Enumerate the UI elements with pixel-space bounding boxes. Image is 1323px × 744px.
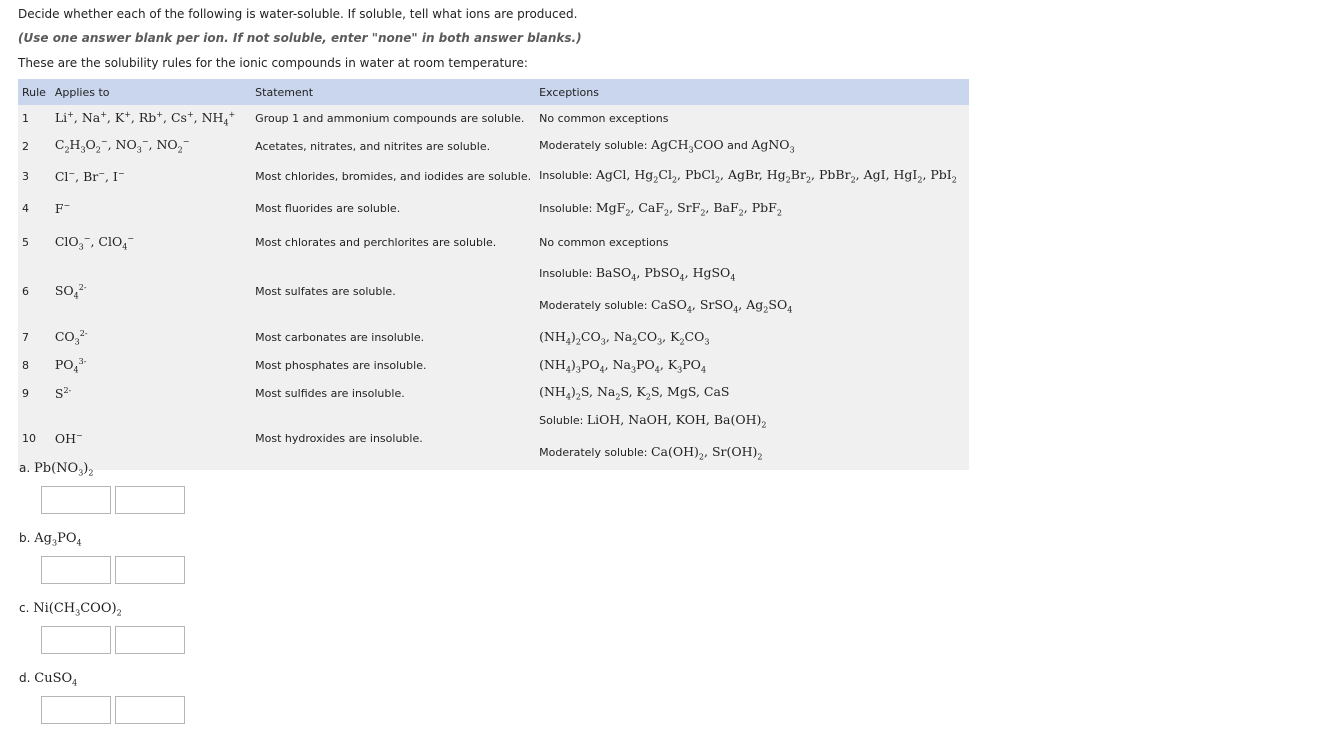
rule-number: 6 <box>22 285 29 298</box>
rule-statement: Most sulfides are insoluble. <box>255 386 405 400</box>
question-label: c. <box>19 601 30 615</box>
exception-prefix: Insoluble: <box>539 169 596 183</box>
table-row <box>18 323 969 352</box>
rule-exceptions: Insoluble: MgF$_2$, CaF$_2$, SrF$_2$, BaF$_2$, PbF$_2$ <box>539 199 782 218</box>
rule-statement: Most chlorides, bromides, and iodides are soluble. <box>255 169 532 183</box>
exception-prefix: Moderately soluble: <box>539 298 651 312</box>
header-exceptions: Exceptions <box>535 79 969 105</box>
rule-number: 4 <box>22 202 29 215</box>
header-rule: Rule <box>18 79 51 105</box>
rule-number: 5 <box>22 236 29 249</box>
applies-to: $S^{2-}$ <box>54 385 72 401</box>
applies-to: $PO_4^{3-}$ <box>54 356 87 375</box>
question-compound: $Ni(CH_3COO)_2$ <box>33 601 122 618</box>
rule-statement: Most hydroxides are insoluble. <box>255 432 423 445</box>
answer-a-ion-2[interactable] <box>115 486 185 514</box>
question-c <box>19 601 122 618</box>
rule-statement: Acetates, nitrates, and nitrites are soluble. <box>255 139 491 153</box>
applies-to: $CO_3^{2-}$ <box>54 328 88 347</box>
rule-statement: Most phosphates are insoluble. <box>255 359 427 372</box>
rule-exceptions: Moderately soluble: AgCH$_3$COO and AgNO$_3$ <box>539 137 795 155</box>
rule-exceptions: $(NH_4)_2S$, $Na_2S$, $K_2S$, MgS, CaS <box>539 384 730 402</box>
question-label: d. <box>19 671 31 685</box>
question-compound: $Ag_3PO_4$ <box>34 531 82 548</box>
rule-exceptions: Insoluble: AgCl, $Hg_2Cl_2$, PbCl$_2$, AgBr, $Hg_2Br_2$, PbBr$_2$, AgI, HgI$_2$, PbI$_2$ <box>539 167 957 185</box>
table-row <box>18 160 969 192</box>
rule-number: 8 <box>22 359 29 372</box>
applies-to: Li+, Na+, K+, Rb+, Cs+, $NH_4^+$ <box>54 109 236 128</box>
applies-to: Cl−, Br−, I− <box>54 168 125 184</box>
instruction-text: Decide whether each of the following is water-soluble. If soluble, tell what ions are produced. <box>18 7 578 21</box>
answer-b-ion-1[interactable] <box>41 556 111 584</box>
table-row <box>18 379 969 407</box>
rule-statement: Most fluorides are soluble. <box>255 202 401 215</box>
answer-note: (Use one answer blank per ion. If not soluble, enter "none" in both answer blanks.) <box>18 31 582 45</box>
rule-statement: Most carbonates are insoluble. <box>255 331 425 344</box>
exception-prefix: Moderately soluble: <box>539 445 651 459</box>
rule-statement: Most chlorates and perchlorites are soluble. <box>255 236 497 249</box>
answer-b-ion-2[interactable] <box>115 556 185 584</box>
applies-to: $SO_4^{2-}$ <box>54 282 87 301</box>
rules-intro: These are the solubility rules for the ionic compounds in water at room temperature: <box>18 56 528 70</box>
rule-exceptions: Soluble: LiOH, NaOH, KOH, $Ba(OH)_2$ Moderately soluble: $Ca(OH)_2$, $Sr(OH)_2$ <box>539 412 767 461</box>
rule-exceptions: Insoluble: BaSO$_4$, PbSO$_4$, HgSO$_4$ Moderately soluble: CaSO$_4$, SrSO$_4$, $Ag_2SO_4$ <box>539 265 793 314</box>
question-compound: $Pb(NO_3)_2$ <box>34 461 94 478</box>
question-label: a. <box>19 461 31 475</box>
header-statement: Statement <box>251 79 535 105</box>
exception-prefix: Insoluble: <box>539 267 596 280</box>
rule-exceptions: $(NH_4)_2CO_3$, $Na_2CO_3$, $K_2CO_3$ <box>539 328 710 347</box>
applies-to: $C_2H_3O_2^-$, $NO_3^-$, $NO_2^-$ <box>54 137 190 155</box>
applies-to: OH− <box>54 430 83 447</box>
question-compound: CuSO$_4$ <box>34 671 78 688</box>
applies-to: F− <box>54 200 71 217</box>
table-row <box>18 407 969 470</box>
answer-a-ion-1[interactable] <box>41 486 111 514</box>
question-b <box>19 531 82 548</box>
rule-number: 1 <box>22 112 29 125</box>
table-row <box>18 260 969 323</box>
rule-number: 3 <box>22 169 29 183</box>
table-row <box>18 352 969 379</box>
question-d <box>19 671 77 688</box>
rule-exceptions: $(NH_4)_3PO_4$, $Na_3PO_4$, $K_3PO_4$ <box>539 356 707 375</box>
rule-number: 9 <box>22 386 29 400</box>
solubility-rules-table <box>18 79 969 470</box>
exception-prefix: Insoluble: <box>539 201 596 215</box>
rule-number: 10 <box>22 432 36 445</box>
question-a <box>19 461 93 478</box>
table-row <box>18 225 969 260</box>
rule-statement: Most sulfates are soluble. <box>255 285 396 298</box>
answer-c-ion-1[interactable] <box>41 626 111 654</box>
question-label: b. <box>19 531 31 545</box>
table-row <box>18 192 969 225</box>
header-applies-to: Applies to <box>51 79 251 105</box>
rule-number: 7 <box>22 331 29 344</box>
rule-number: 2 <box>22 139 29 153</box>
table-row <box>18 132 969 160</box>
rule-exceptions: No common exceptions <box>539 112 669 125</box>
exception-prefix: Moderately soluble: <box>539 139 651 153</box>
table-row <box>18 105 969 132</box>
rule-statement: Group 1 and ammonium compounds are soluble. <box>255 112 525 125</box>
applies-to: ClO$_3$−, ClO$_4$− <box>54 233 135 252</box>
answer-c-ion-2[interactable] <box>115 626 185 654</box>
answer-d-ion-2[interactable] <box>115 696 185 724</box>
rule-exceptions: No common exceptions <box>539 236 669 249</box>
exception-prefix: Soluble: <box>539 414 587 427</box>
answer-d-ion-1[interactable] <box>41 696 111 724</box>
table-header-row <box>18 79 969 105</box>
